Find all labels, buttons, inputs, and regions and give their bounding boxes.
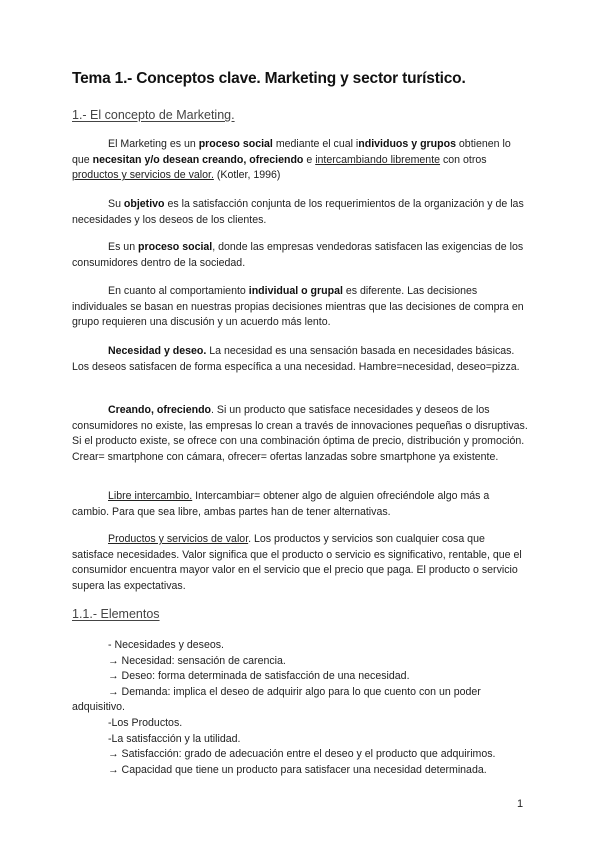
- paragraph-creando-ofreciendo: Creando, ofreciendo. Si un producto que satisface necesidades y deseos de los consumidores no existe, las empresas lo crean a través de innovaciones pequeñas o disruptivas. Si el producto existe, se ofrece con una combinación óptima de precio, distribución y promoción. Crear= smartphone con cámara, ofrecer= ofertas lanzadas sobre smartphone ya existente.: [72, 404, 528, 463]
- list-item: - Necesidades y deseos.: [108, 639, 225, 651]
- page-title: Tema 1.- Conceptos clave. Marketing y sector turístico.: [72, 70, 466, 87]
- page-number: 1: [517, 798, 524, 810]
- paragraph-libre-intercambio: Libre intercambio. Intercambiar= obtener algo de alguien ofreciéndole algo más a cambio. Para que sea libre, ambas partes han de tener alternativas.: [72, 490, 490, 518]
- list-item: -La satisfacción y la utilidad.: [108, 732, 241, 745]
- list-item: → Necesidad: sensación de carencia.: [108, 654, 286, 667]
- section-heading-marketing: 1.- El concepto de Marketing.: [72, 108, 235, 122]
- section-heading-elementos: 1.1.- Elementos: [72, 607, 160, 621]
- list-item: → Demanda: implica el deseo de adquirir algo para lo que cuento con un poder adquisitivo.: [72, 685, 481, 714]
- paragraph-objetivo: Su objetivo es la satisfacción conjunta de los requerimientos de la organización y de las necesidades y los deseos de los clientes.: [72, 198, 524, 226]
- list-item: → Capacidad que tiene un producto para satisfacer una necesidad determinada.: [108, 763, 487, 776]
- paragraph-comportamiento: En cuanto al comportamiento individual o grupal es diferente. Las decisiones individuales se basan en nuestras propias decisiones mientras que las decisiones de compra en grupo requieren una discusión y un acuerdo más lento.: [72, 285, 524, 329]
- list-item: → Satisfacción: grado de adecuación entre el deseo y el producto que adquirimos.: [108, 748, 496, 761]
- paragraph-definition: El Marketing es un proceso social mediante el cual individuos y grupos obtienen lo que necesitan y/o desean creando, ofreciendo e intercambiando libremente con otros productos y servicios de valor. (Kotler, 1996): [72, 138, 511, 182]
- elements-list: [72, 638, 528, 778]
- paragraph-proceso-social: Es un proceso social, donde las empresas vendedoras satisfacen las exigencias de los consumidores dentro de la sociedad.: [72, 241, 524, 269]
- list-item: → Deseo: forma determinada de satisfacción de una necesidad.: [108, 670, 410, 683]
- paragraph-necesidad-deseo: Necesidad y deseo. La necesidad es una sensación basada en necesidades básicas. Los deseos satisfacen de forma específica a una necesidad. Hambre=necesidad, deseo=pizza.: [72, 345, 520, 373]
- paragraph-productos-valor: Productos y servicios de valor. Los productos y servicios son cualquier cosa que satisface necesidades. Valor significa que el producto o servicio es significativo, rentable, que el consumidor encuentra mayor valor en el servicio que el precio que paga. El producto o servicio supera las expectativas.: [72, 533, 522, 592]
- list-item: -Los Productos.: [108, 716, 183, 729]
